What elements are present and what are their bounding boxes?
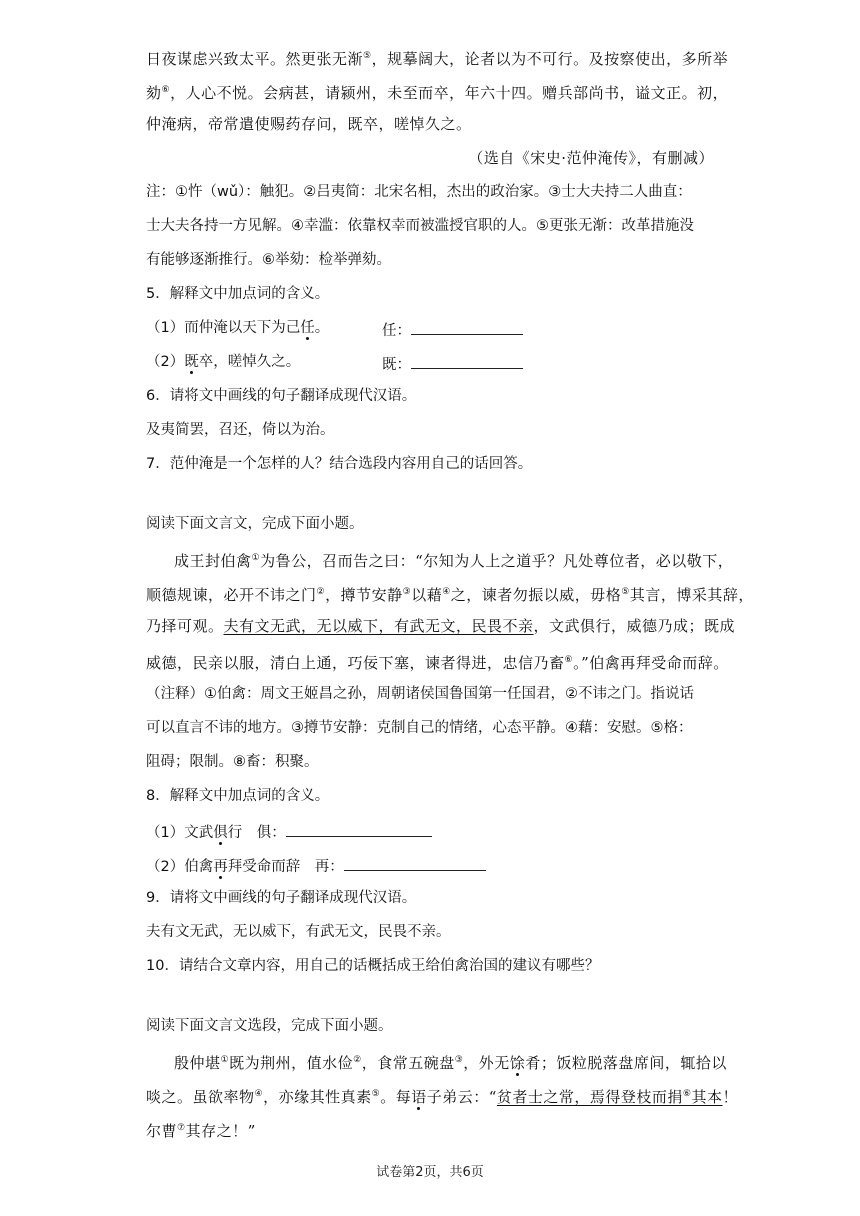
question-8-title: 8．解释文中加点词的含义。 [146,788,330,804]
passage3-line-3: 尔曹⑦其存之！” [146,1122,256,1140]
underlined-sentence: 夫有文无武，无以威下，有武无文，民畏不亲 [223,617,534,635]
notes2-line-1: （注释）①伯禽：周文王姬昌之孙，周朝诸侯国鲁国第一任国君，②不讳之门。指说话 [146,686,694,702]
answer-blank[interactable] [411,318,523,335]
question-5-title: 5．解释文中加点词的含义。 [146,286,330,302]
notes2-line-2: 可以直言不讳的地方。③撙节安静：克制自己的情绪，心态平静。④藉：安慰。⑤格： [146,720,693,736]
passage2-intro: 阅读下面文言文，完成下面小题。 [146,516,364,532]
passage1-line-3: 仲淹病，帝常遣使赐药存问，既卒，嗟悼久之。 [146,115,472,133]
question-8-item-1: （1）文武俱行 俱： [146,820,432,843]
passage3-intro: 阅读下面文言文选段，完成下面小题。 [146,1018,393,1034]
passage1-source: （选自《宋史·范仲淹传》，有删减） [468,149,714,167]
question-5-answer-1[interactable]: 任： [382,318,523,341]
passage2-line-1: 成王封伯禽①为鲁公，召而告之曰：“尔知为人上之道乎？凡处尊位者，必以敬下， [174,552,734,570]
passage2-line-3: 乃择可观。夫有文无武，无以威下，有武无文，民畏不亲，文武俱行，威德乃成；既成 [146,617,736,635]
passage1-line-1: 日夜谋虑兴致太平。然更张无渐⑤，规摹阔大，论者以为不可行。及按察使出，多所举 [146,50,729,68]
passage3-line-2: 啖之。虽欲率物④，亦缘其性真素⑤。每语子弟云：“贫者士之常，焉得登枝而捐⑥其本！ [146,1088,739,1106]
notes1-line-2: 士大夫各持一方见解。④幸滥：依靠权幸而被滥授官职的人。⑤更张无渐：改革措施没 [146,218,694,234]
page-footer: 试卷第2页，共6页 [376,1165,484,1180]
question-6-title: 6．请将文中画线的句子翻译成现代汉语。 [146,388,417,404]
question-8-item-2: （2）伯禽再拜受命而辞 再： [146,854,486,877]
question-9-sentence: 夫有文无武，无以威下，有武无文，民畏不亲。 [146,924,451,940]
notes2-line-3: 阻碍；限制。⑧畜：积聚。 [146,754,319,770]
passage2-line-2: 顺德规谏，必开不讳之门②，撙节安静③以藉④之，谏者勿振以威，毋格⑤其言，博采其辞， [146,586,754,604]
passage3-line-1: 殷仲堪①既为荆州，值水俭②，食常五碗盘③，外无馀肴；饭粒脱落盘席间，辄拾以 [174,1054,727,1072]
question-5-item-1: （1）而仲淹以天下为己任。 [146,320,330,336]
question-6-sentence: 及夷简罢，召还，倚以为治。 [146,422,335,438]
notes1-line-3: 有能够逐渐推行。⑥举劾：检举弹劾。 [146,252,391,268]
answer-blank[interactable] [286,820,432,837]
question-7-title: 7．范仲淹是一个怎样的人？结合选段内容用自己的话回答。 [146,456,533,472]
question-5-item-2: （2）既卒，嗟悼久之。 [146,354,301,370]
question-10-title: 10．请结合文章内容，用自己的话概括成王给伯禽治国的建议有哪些？ [146,958,600,974]
question-9-title: 9．请将文中画线的句子翻译成现代汉语。 [146,890,417,906]
question-5-answer-2[interactable]: 既： [382,352,523,375]
answer-blank[interactable] [411,352,523,369]
passage1-line-2: 劾⑥，人心不悦。会病甚，请颍州，未至而卒，年六十四。赠兵部尚书，谥文正。初， [146,84,729,102]
passage2-line-4: 威德，民亲以服，清白上通，巧佞下塞，谏者得进，忠信乃畜⑥。”伯禽再拜受命而辞。 [146,654,729,672]
answer-blank[interactable] [344,854,486,871]
notes1-line-1: 注：①忤（wǔ）：触犯。②吕夷简：北宋名相，杰出的政治家。③士大夫持二人曲直： [146,184,692,200]
underlined-sentence: 贫者士之常，焉得登枝而捐⑥其本 [496,1088,723,1106]
